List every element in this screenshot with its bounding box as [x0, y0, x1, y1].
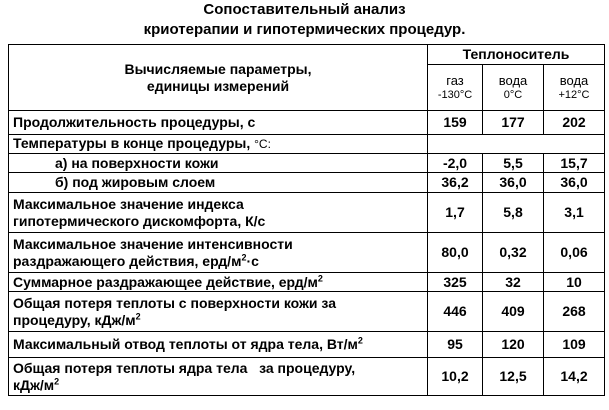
table-row	[9, 292, 605, 332]
table-row	[9, 111, 605, 135]
col-header-water-0	[483, 65, 544, 111]
row-label-text: Максимальный отвод теплоты от ядра тела, Вт/м	[13, 336, 358, 352]
row-label	[9, 292, 428, 332]
table-row	[9, 233, 605, 273]
empty-cell	[428, 135, 605, 154]
cell-value: 268	[544, 292, 605, 332]
superscript: 2	[241, 251, 247, 262]
cell-value: 1,7	[428, 193, 483, 233]
cell-value: 120	[483, 332, 544, 358]
param-header-line-1: Вычисляемые параметры,	[124, 60, 312, 77]
document-title	[0, 0, 609, 40]
row-label-unit: °С:	[254, 137, 271, 151]
row-label: а) на поверхности кожи	[9, 154, 428, 173]
col-temp: 0°C	[503, 88, 523, 101]
cell-value: 159	[428, 111, 483, 135]
row-label: б) под жировым слоем	[9, 173, 428, 193]
cell-value: 10	[544, 273, 605, 292]
cell-value: 36,2	[428, 173, 483, 193]
cell-value: 202	[544, 111, 605, 135]
cell-value: 177	[483, 111, 544, 135]
table-row	[9, 273, 605, 292]
row-label	[9, 135, 428, 154]
row-label-text: Температуры в конце процедуры,	[13, 135, 255, 151]
row-label: Продолжительность процедуры, с	[9, 111, 428, 135]
cell-value: 3,1	[544, 193, 605, 233]
table-row	[9, 154, 605, 173]
cell-value: 0,32	[483, 233, 544, 273]
cell-value: 36,0	[483, 173, 544, 193]
cell-value: 409	[483, 292, 544, 332]
row-label-text: раздражающего действия, ерд/м	[13, 252, 242, 269]
row-label-tail: ·с	[246, 252, 259, 269]
row-label-line-2: гипотермического дискомфорта, К/с	[13, 212, 266, 229]
col-temp: +12°C	[558, 88, 590, 101]
cell-value: 446	[428, 292, 483, 332]
row-label-line-2	[13, 253, 423, 270]
row-label-text: кДж/м	[13, 376, 55, 393]
row-label-line-1: Общая потеря теплоты ядра тела за процедуру,	[13, 359, 356, 376]
superscript: 2	[54, 375, 60, 386]
cell-value: 14,2	[544, 358, 605, 396]
table-row	[9, 332, 605, 358]
header-row	[9, 45, 605, 65]
cell-value: 95	[428, 332, 483, 358]
row-label	[9, 233, 428, 273]
cell-value: 15,7	[544, 154, 605, 173]
cell-value: 109	[544, 332, 605, 358]
row-label	[9, 273, 428, 292]
title-line-2: криотерапии и гипотермических процедур.	[143, 21, 466, 38]
table-row	[9, 193, 605, 233]
cell-value: 12,5	[483, 358, 544, 396]
title-line-1: Сопоставительный анализ	[203, 1, 406, 18]
cell-value: 32	[483, 273, 544, 292]
superscript: 2	[357, 335, 363, 346]
param-header-line-2: единицы измерений	[146, 77, 290, 94]
table-row	[9, 173, 605, 193]
col-header-gas	[428, 65, 483, 111]
cell-value: -2,0	[428, 154, 483, 173]
carrier-header: Теплоноситель	[428, 45, 605, 65]
row-label-line-1: Максимальное значение интенсивности	[13, 235, 293, 252]
col-header-water-12	[544, 65, 605, 111]
cell-value: 5,8	[483, 193, 544, 233]
row-label-line-1: Общая потеря теплоты с поверхности кожи за	[13, 294, 336, 311]
param-header	[9, 45, 428, 111]
row-label-line-2	[13, 312, 423, 329]
table-row	[9, 358, 605, 396]
row-label-line-2	[13, 377, 423, 394]
row-label	[9, 332, 428, 358]
row-label-text: процедуру, кДж/м	[13, 311, 136, 328]
row-label	[9, 358, 428, 396]
cell-value: 5,5	[483, 154, 544, 173]
col-temp: -130°C	[437, 88, 473, 101]
cell-value: 0,06	[544, 233, 605, 273]
col-name: газ	[446, 72, 464, 88]
superscript: 2	[317, 272, 323, 283]
row-label-text: Суммарное раздражающее действие, ерд/м	[13, 273, 318, 290]
col-name: вода	[498, 72, 528, 88]
row-label-line-1: Максимальное значение индекса	[13, 195, 244, 212]
cell-value: 80,0	[428, 233, 483, 273]
col-name: вода	[559, 72, 589, 88]
superscript: 2	[135, 310, 141, 321]
table-row	[9, 135, 605, 154]
comparison-table	[8, 44, 605, 396]
cell-value: 325	[428, 273, 483, 292]
row-label	[9, 193, 428, 233]
cell-value: 10,2	[428, 358, 483, 396]
cell-value: 36,0	[544, 173, 605, 193]
